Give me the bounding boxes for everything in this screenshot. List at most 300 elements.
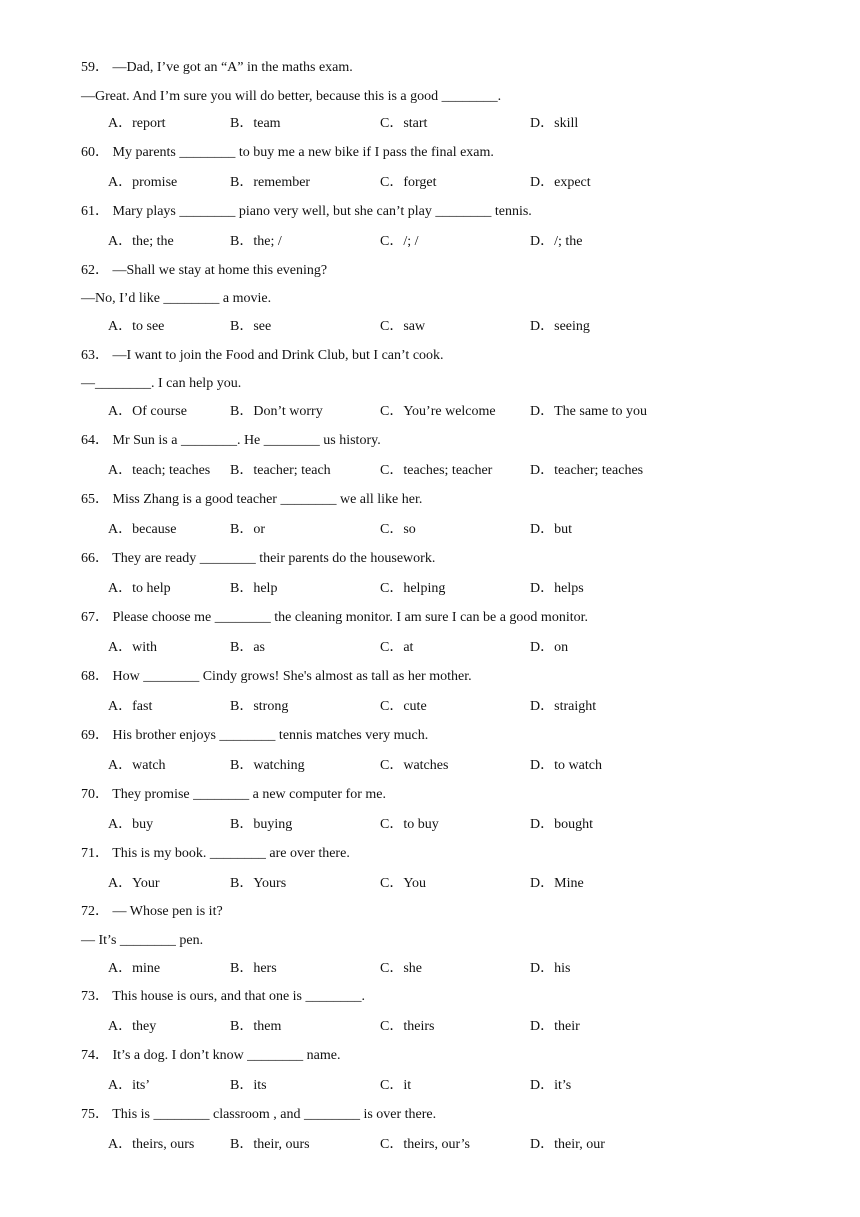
- option-letter: B: [230, 876, 240, 891]
- option-b[interactable]: [230, 319, 271, 335]
- option-separator: ．: [540, 1078, 555, 1093]
- option-d[interactable]: [530, 522, 572, 538]
- option-text: theirs, our’s: [403, 1137, 470, 1152]
- option-text: start: [403, 116, 428, 131]
- option-separator: ．: [239, 522, 254, 537]
- option-separator: ．: [118, 1019, 133, 1034]
- option-letter: D: [530, 961, 541, 976]
- option-text: forget: [403, 175, 437, 190]
- option-separator: ．: [118, 817, 133, 832]
- question-number: 73: [81, 989, 95, 1004]
- option-separator: ．: [540, 699, 555, 714]
- question-stem: [81, 263, 327, 279]
- option-text: buy: [132, 817, 154, 832]
- option-letter: D: [530, 876, 541, 891]
- options-row: [0, 404, 860, 420]
- option-letter: C: [380, 961, 390, 976]
- option-c[interactable]: [380, 404, 496, 420]
- option-letter: C: [380, 175, 390, 190]
- option-d[interactable]: [530, 404, 647, 420]
- question-number-separator: ．: [95, 1107, 113, 1122]
- option-text: seeing: [554, 319, 590, 334]
- option-separator: ．: [389, 817, 404, 832]
- option-separator: ．: [389, 319, 404, 334]
- option-text: teacher; teach: [253, 463, 331, 478]
- option-letter: C: [380, 319, 390, 334]
- option-d[interactable]: [530, 640, 568, 656]
- option-text: report: [132, 116, 166, 131]
- option-text: expect: [554, 175, 591, 190]
- option-d[interactable]: [530, 319, 590, 335]
- question-stem: [81, 610, 588, 626]
- option-separator: ．: [540, 404, 555, 419]
- option-d[interactable]: [530, 581, 584, 597]
- option-b[interactable]: [230, 817, 292, 833]
- question-stem: [81, 669, 472, 685]
- option-separator: ．: [239, 961, 254, 976]
- question-number-separator: ．: [95, 787, 113, 802]
- option-text: with: [132, 640, 158, 655]
- option-d[interactable]: [530, 175, 591, 191]
- option-letter: D: [530, 699, 541, 714]
- options-row: [0, 463, 860, 479]
- option-b[interactable]: [230, 1137, 310, 1153]
- option-letter: C: [380, 758, 390, 773]
- option-separator: ．: [118, 876, 133, 891]
- option-b[interactable]: [230, 699, 288, 715]
- option-separator: ．: [389, 522, 404, 537]
- option-d[interactable]: [530, 817, 593, 833]
- option-separator: ．: [540, 817, 555, 832]
- option-c[interactable]: [380, 234, 419, 250]
- option-c[interactable]: [380, 116, 427, 132]
- option-c[interactable]: [380, 581, 445, 597]
- question-reply: [81, 291, 271, 307]
- question-number: 67: [81, 610, 95, 625]
- option-separator: ．: [389, 1019, 404, 1034]
- option-letter: D: [530, 522, 541, 537]
- question-stem: [81, 145, 494, 161]
- option-separator: ．: [239, 1078, 254, 1093]
- option-a[interactable]: [108, 1019, 156, 1035]
- option-letter: D: [530, 817, 541, 832]
- option-letter: A: [108, 116, 119, 131]
- option-d[interactable]: [530, 1137, 605, 1153]
- option-a[interactable]: [108, 817, 153, 833]
- question-stem: [81, 551, 435, 567]
- option-separator: ．: [118, 522, 133, 537]
- option-text: watching: [253, 758, 305, 773]
- option-separator: ．: [540, 961, 555, 976]
- option-letter: C: [380, 699, 390, 714]
- options-row: [0, 758, 860, 774]
- option-separator: ．: [540, 876, 555, 891]
- option-letter: C: [380, 234, 390, 249]
- option-letter: D: [530, 319, 541, 334]
- question-number-separator: ．: [95, 904, 113, 919]
- option-separator: ．: [389, 699, 404, 714]
- option-separator: ．: [118, 1137, 133, 1152]
- question-reply: [81, 933, 203, 949]
- option-letter: B: [230, 1137, 240, 1152]
- option-separator: ．: [389, 876, 404, 891]
- question-number: 74: [81, 1048, 95, 1063]
- question-stem: [81, 492, 422, 508]
- option-a[interactable]: [108, 1137, 194, 1153]
- option-c[interactable]: [380, 961, 422, 977]
- option-separator: ．: [239, 876, 254, 891]
- option-separator: ．: [389, 234, 404, 249]
- option-c[interactable]: [380, 1078, 411, 1094]
- option-letter: B: [230, 234, 240, 249]
- option-separator: ．: [239, 1137, 254, 1152]
- option-d[interactable]: [530, 961, 570, 977]
- option-text: helps: [554, 581, 584, 596]
- option-b[interactable]: [230, 640, 265, 656]
- option-letter: A: [108, 1019, 119, 1034]
- option-text: or: [253, 522, 266, 537]
- option-c[interactable]: [380, 1019, 434, 1035]
- option-text: but: [554, 522, 573, 537]
- option-a[interactable]: [108, 175, 177, 191]
- option-text: she: [403, 961, 423, 976]
- option-text: buying: [253, 817, 293, 832]
- option-separator: ．: [118, 1078, 133, 1093]
- option-text: his: [554, 961, 571, 976]
- option-text: fast: [132, 699, 153, 714]
- question-stem: [81, 728, 428, 744]
- option-a[interactable]: [108, 116, 166, 132]
- option-separator: ．: [118, 116, 133, 131]
- option-separator: ．: [239, 758, 254, 773]
- question-number-separator: ．: [95, 433, 113, 448]
- option-text: helping: [403, 581, 446, 596]
- option-letter: C: [380, 1137, 390, 1152]
- option-text: bought: [554, 817, 594, 832]
- question-text: — It’s ________ pen.: [81, 933, 204, 948]
- option-letter: D: [530, 463, 541, 478]
- option-text: as: [253, 640, 266, 655]
- option-b[interactable]: [230, 876, 286, 892]
- option-c[interactable]: [380, 319, 425, 335]
- option-letter: A: [108, 234, 119, 249]
- question-reply: [81, 376, 241, 392]
- option-a[interactable]: [108, 581, 171, 597]
- option-letter: B: [230, 463, 240, 478]
- option-separator: ．: [540, 522, 555, 537]
- option-letter: C: [380, 1078, 390, 1093]
- option-b[interactable]: [230, 522, 265, 538]
- option-separator: ．: [540, 1137, 555, 1152]
- option-text: they: [132, 1019, 157, 1034]
- option-d[interactable]: [530, 699, 596, 715]
- question-text: They are ready ________ their parents do the housework.: [112, 551, 436, 566]
- option-separator: ．: [239, 581, 254, 596]
- option-a[interactable]: [108, 961, 160, 977]
- option-letter: B: [230, 1019, 240, 1034]
- option-letter: B: [230, 116, 240, 131]
- option-text: it’s: [554, 1078, 572, 1093]
- option-c[interactable]: [380, 758, 448, 774]
- options-row: [0, 234, 860, 250]
- option-text: to help: [132, 581, 171, 596]
- option-separator: ．: [239, 116, 254, 131]
- question-text: His brother enjoys ________ tennis matches very much.: [112, 728, 429, 743]
- question-text: This is my book. ________ are over there.: [112, 846, 350, 861]
- option-separator: ．: [389, 758, 404, 773]
- option-letter: A: [108, 463, 119, 478]
- option-c[interactable]: [380, 175, 437, 191]
- option-d[interactable]: [530, 116, 578, 132]
- question-text: — Whose pen is it?: [112, 904, 223, 919]
- option-letter: B: [230, 699, 240, 714]
- option-separator: ．: [389, 640, 404, 655]
- option-letter: B: [230, 581, 240, 596]
- option-separator: ．: [118, 175, 133, 190]
- option-a[interactable]: [108, 640, 157, 656]
- question-text: —Shall we stay at home this evening?: [112, 263, 328, 278]
- option-text: see: [253, 319, 272, 334]
- question-number: 71: [81, 846, 95, 861]
- option-letter: C: [380, 404, 390, 419]
- option-letter: D: [530, 640, 541, 655]
- question-number: 59: [81, 60, 95, 75]
- option-separator: ．: [540, 234, 555, 249]
- option-a[interactable]: [108, 699, 152, 715]
- question-number: 72: [81, 904, 95, 919]
- option-d[interactable]: [530, 758, 602, 774]
- option-separator: ．: [239, 234, 254, 249]
- option-letter: B: [230, 319, 240, 334]
- option-text: The same to you: [554, 404, 648, 419]
- question-number: 75: [81, 1107, 95, 1122]
- question-text: Mr Sun is a ________. He ________ us history.: [112, 433, 381, 448]
- question-number-separator: ．: [95, 551, 113, 566]
- question-number-separator: ．: [95, 610, 113, 625]
- question-stem: [81, 1048, 341, 1064]
- option-text: watches: [403, 758, 449, 773]
- option-letter: B: [230, 175, 240, 190]
- options-row: [0, 961, 860, 977]
- option-c[interactable]: [380, 699, 427, 715]
- option-text: hers: [253, 961, 277, 976]
- option-a[interactable]: [108, 1078, 150, 1094]
- question-stem: [81, 904, 223, 920]
- option-separator: ．: [118, 699, 133, 714]
- option-d[interactable]: [530, 234, 583, 250]
- option-letter: B: [230, 404, 240, 419]
- question-text: Miss Zhang is a good teacher ________ we all like her.: [112, 492, 423, 507]
- option-letter: A: [108, 1078, 119, 1093]
- option-text: promise: [132, 175, 178, 190]
- option-letter: D: [530, 234, 541, 249]
- option-separator: ．: [540, 758, 555, 773]
- option-text: Of course: [132, 404, 187, 419]
- question-stem: [81, 348, 444, 364]
- option-b[interactable]: [230, 961, 277, 977]
- option-d[interactable]: [530, 1019, 580, 1035]
- option-text: at: [403, 640, 414, 655]
- option-a[interactable]: [108, 876, 160, 892]
- options-row: [0, 640, 860, 656]
- option-text: their, ours: [253, 1137, 310, 1152]
- options-row: [0, 1137, 860, 1153]
- option-separator: ．: [239, 699, 254, 714]
- option-b[interactable]: [230, 463, 331, 479]
- question-number: 63: [81, 348, 95, 363]
- option-letter: B: [230, 758, 240, 773]
- option-text: Mine: [554, 876, 584, 891]
- options-row: [0, 817, 860, 833]
- option-d[interactable]: [530, 463, 643, 479]
- option-letter: A: [108, 404, 119, 419]
- option-text: their: [554, 1019, 580, 1034]
- option-text: Yours: [253, 876, 287, 891]
- option-separator: ．: [118, 319, 133, 334]
- option-b[interactable]: [230, 404, 323, 420]
- question-text: This is ________ classroom , and ________ is over there.: [112, 1107, 437, 1122]
- option-text: Don’t worry: [253, 404, 323, 419]
- question-number-separator: ．: [95, 846, 113, 861]
- option-letter: C: [380, 817, 390, 832]
- option-text: teacher; teaches: [554, 463, 644, 478]
- option-letter: A: [108, 758, 119, 773]
- option-letter: C: [380, 463, 390, 478]
- option-b[interactable]: [230, 758, 305, 774]
- options-row: [0, 581, 860, 597]
- question-number-separator: ．: [95, 263, 113, 278]
- option-letter: C: [380, 640, 390, 655]
- option-text: theirs, ours: [132, 1137, 195, 1152]
- option-text: them: [253, 1019, 282, 1034]
- option-letter: A: [108, 522, 119, 537]
- option-text: its’: [132, 1078, 151, 1093]
- option-separator: ．: [239, 319, 254, 334]
- option-letter: B: [230, 640, 240, 655]
- question-text: —I want to join the Food and Drink Club, but I can’t cook.: [112, 348, 444, 363]
- option-separator: ．: [118, 463, 133, 478]
- option-c[interactable]: [380, 640, 413, 656]
- question-text: —Dad, I’ve got an “A” in the maths exam.: [112, 60, 353, 75]
- option-b[interactable]: [230, 175, 310, 191]
- option-text: so: [403, 522, 416, 537]
- option-separator: ．: [540, 116, 555, 131]
- option-letter: A: [108, 876, 119, 891]
- question-number-separator: ．: [95, 60, 113, 75]
- option-text: Your: [132, 876, 160, 891]
- question-text: —No, I’d like ________ a movie.: [81, 291, 272, 306]
- option-c[interactable]: [380, 1137, 470, 1153]
- option-letter: D: [530, 404, 541, 419]
- option-separator: ．: [540, 175, 555, 190]
- option-separator: ．: [389, 463, 404, 478]
- question-text: —Great. And I’m sure you will do better, because this is a good ________.: [81, 89, 502, 104]
- option-separator: ．: [540, 1019, 555, 1034]
- option-a[interactable]: [108, 758, 166, 774]
- option-separator: ．: [389, 1137, 404, 1152]
- option-text: on: [554, 640, 569, 655]
- option-a[interactable]: [108, 319, 164, 335]
- option-c[interactable]: [380, 463, 492, 479]
- option-separator: ．: [540, 581, 555, 596]
- option-separator: ．: [389, 1078, 404, 1093]
- option-separator: ．: [239, 1019, 254, 1034]
- option-text: their, our: [554, 1137, 605, 1152]
- option-text: strong: [253, 699, 289, 714]
- question-number: 61: [81, 204, 95, 219]
- option-separator: ．: [540, 463, 555, 478]
- option-text: the; the: [132, 234, 174, 249]
- option-a[interactable]: [108, 234, 174, 250]
- options-row: [0, 116, 860, 132]
- option-separator: ．: [389, 581, 404, 596]
- option-separator: ．: [540, 319, 555, 334]
- option-separator: ．: [118, 758, 133, 773]
- option-text: to watch: [554, 758, 602, 773]
- option-letter: A: [108, 175, 119, 190]
- option-a[interactable]: [108, 404, 187, 420]
- option-text: skill: [554, 116, 579, 131]
- option-text: You: [403, 876, 427, 891]
- option-text: cute: [403, 699, 427, 714]
- option-c[interactable]: [380, 817, 439, 833]
- option-c[interactable]: [380, 876, 426, 892]
- option-letter: A: [108, 640, 119, 655]
- option-text: help: [253, 581, 278, 596]
- option-text: straight: [554, 699, 597, 714]
- question-number: 62: [81, 263, 95, 278]
- question-number-separator: ．: [95, 728, 113, 743]
- option-letter: D: [530, 758, 541, 773]
- option-b[interactable]: [230, 1078, 267, 1094]
- option-text: teach; teaches: [132, 463, 211, 478]
- option-d[interactable]: [530, 876, 584, 892]
- question-stem: [81, 1107, 436, 1123]
- question-stem: [81, 204, 532, 220]
- option-text: remember: [253, 175, 311, 190]
- options-row: [0, 1019, 860, 1035]
- option-a[interactable]: [108, 522, 176, 538]
- question-text: This house is ours, and that one is ________.: [112, 989, 366, 1004]
- option-b[interactable]: [230, 581, 277, 597]
- option-d[interactable]: [530, 1078, 571, 1094]
- option-separator: ．: [118, 961, 133, 976]
- option-text: to see: [132, 319, 165, 334]
- question-text: They promise ________ a new computer for me.: [112, 787, 386, 802]
- question-text: How ________ Cindy grows! She's almost as tall as her mother.: [112, 669, 472, 684]
- option-text: /; the: [554, 234, 583, 249]
- option-text: team: [253, 116, 281, 131]
- option-b[interactable]: [230, 116, 281, 132]
- option-separator: ．: [239, 175, 254, 190]
- option-c[interactable]: [380, 522, 416, 538]
- option-separator: ．: [540, 640, 555, 655]
- option-separator: ．: [118, 404, 133, 419]
- question-number-separator: ．: [95, 669, 113, 684]
- option-letter: B: [230, 817, 240, 832]
- question-number: 69: [81, 728, 95, 743]
- options-row: [0, 175, 860, 191]
- question-number: 68: [81, 669, 95, 684]
- option-letter: C: [380, 581, 390, 596]
- question-text: It’s a dog. I don’t know ________ name.: [112, 1048, 341, 1063]
- option-letter: A: [108, 1137, 119, 1152]
- question-stem: [81, 787, 386, 803]
- option-a[interactable]: [108, 463, 210, 479]
- option-b[interactable]: [230, 234, 282, 250]
- option-b[interactable]: [230, 1019, 281, 1035]
- option-text: teaches; teacher: [403, 463, 493, 478]
